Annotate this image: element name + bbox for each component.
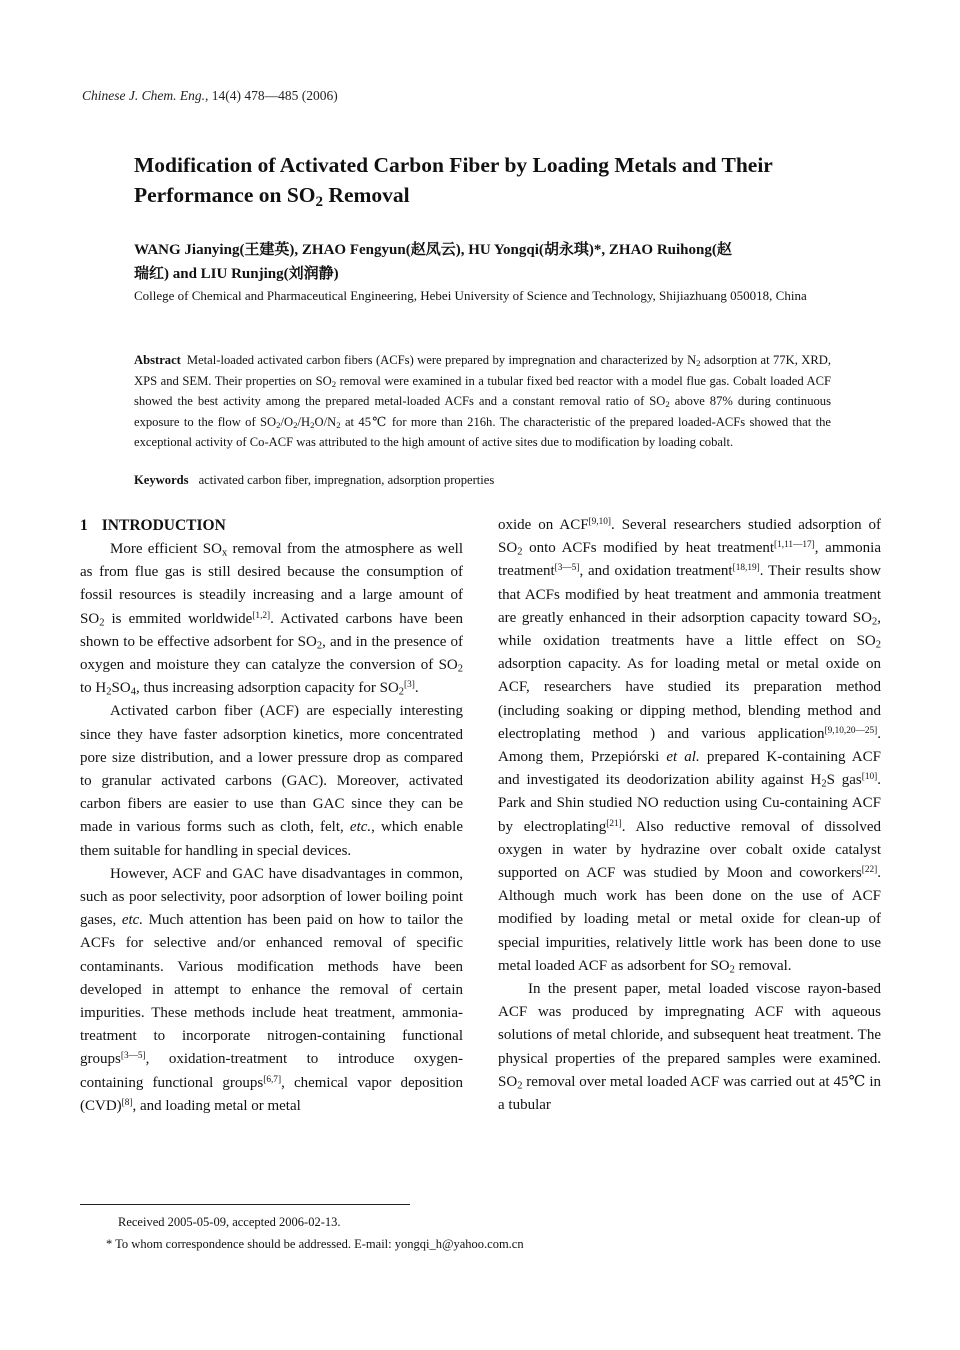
text-run: , and loading metal or metal bbox=[132, 1097, 301, 1114]
subscript: 2 bbox=[665, 399, 670, 410]
authors-line-2: 瑞红) and LIU Runjing(刘润静) bbox=[134, 266, 339, 282]
text-run: In the present paper, metal loaded viscose rayon-based ACF was produced by impregnating ACF with aqueous solutions of metal chloride, and subsequent heat treatment. The physical properties of the prepared samples were examined. SO bbox=[498, 981, 881, 1090]
authors-line-1: WANG Jianying(王建英), ZHAO Fengyun(赵凤云), HU Yongqi(胡永琪)*, ZHAO Ruihong(赵 bbox=[134, 242, 732, 258]
citation-ref: [8] bbox=[121, 1097, 133, 1108]
title-subscript: 2 bbox=[315, 193, 324, 210]
italic-text: etc. bbox=[349, 819, 372, 836]
citation-ref: [18,19] bbox=[732, 563, 760, 574]
abstract-text: Metal-loaded activated carbon fibers (ACFs) were prepared by impregnation and characterized by N bbox=[186, 353, 697, 367]
text-run: Much attention has been paid on how to tailor the ACFs for selective and/or enhanced removal of specific contaminants. Various modification methods have been developed in attempt to enhance the removal of certain impurities. These methods include heat treatment, ammonia-treatment to incorporate nitrogen-containing functional groups bbox=[80, 912, 463, 1068]
subscript: 2 bbox=[276, 419, 281, 430]
citation-ref: [22] bbox=[861, 864, 878, 875]
text-run: , thus increasing adsorption capacity for SO bbox=[135, 680, 399, 697]
citation-ref: [1,2] bbox=[252, 610, 271, 621]
paragraph bbox=[80, 863, 463, 1118]
subscript: 2 bbox=[106, 686, 112, 698]
italic-text: etc. bbox=[121, 912, 144, 929]
text-run: prepared K-containing ACF and investigated its deodorization ability against H bbox=[498, 749, 881, 789]
paragraph bbox=[498, 978, 881, 1117]
abstract-text: /O bbox=[280, 414, 294, 429]
subscript: 2 bbox=[696, 358, 701, 369]
subscript: 4 bbox=[130, 686, 136, 698]
left-column bbox=[80, 514, 463, 1118]
text-run: removal over metal loaded ACF was carried out at 45℃ in a tubular bbox=[498, 1073, 881, 1114]
abstract-text: at 45℃ for more than 216h. The characteristic of the prepared loaded-ACFs showed that the exceptional activity of Co-ACF was attributed to the high amount of active sites due to modification by loading cobalt. bbox=[134, 414, 831, 449]
subscript: 2 bbox=[398, 686, 405, 698]
text-run: adsorption capacity. As for loading metal or metal oxide on ACF, researchers have studied its preparation method (including soaking or dipping method, blending method and electroplating method ) and various application bbox=[498, 656, 881, 742]
citation-ref: [3—5] bbox=[120, 1051, 146, 1062]
paragraph bbox=[80, 700, 463, 862]
section-title: INTRODUCTION bbox=[101, 517, 226, 534]
text-run: More efficient SO bbox=[110, 541, 222, 557]
subscript: 2 bbox=[457, 663, 463, 675]
subscript: 2 bbox=[99, 617, 105, 629]
paragraph bbox=[498, 514, 881, 978]
subscript: 2 bbox=[316, 640, 323, 652]
citation-ref: [21] bbox=[606, 818, 622, 829]
citation-ref: [3—5] bbox=[554, 563, 580, 574]
abstract-text: removal were examined in a tubular fixed bed reactor with a model flue gas. Cobalt loaded ACF showed the best activity among the prepared metal-loaded ACFs and a constant removal ratio of SO bbox=[134, 373, 831, 408]
author-list bbox=[134, 238, 834, 286]
abstract-label: Abstract bbox=[134, 353, 181, 367]
text-run: Activated carbon fiber (ACF) are especially interesting since they have faster adsorption kinetics, more concentrated pore size distribution, and a lower pressure drop as compared to granular activated carbons (GAC). Moreover, activated carbon fibers are easier to use than GAC since they can be made in various forms such as cloth, felt, bbox=[80, 703, 463, 836]
keywords-text: activated carbon fiber, impregnation, adsorption properties bbox=[198, 473, 495, 487]
journal-name: Chinese J. Chem. Eng. bbox=[82, 88, 205, 103]
text-run: . Park and Shin studied NO reduction using Cu-containing ACF by electroplating bbox=[498, 772, 881, 835]
subscript: 2 bbox=[821, 778, 827, 790]
citation-ref: [10] bbox=[861, 772, 878, 783]
title-text: Performance on SO bbox=[134, 183, 316, 207]
text-run: , while oxidation treatments have a little effect on SO bbox=[498, 609, 881, 650]
subscript: 2 bbox=[872, 616, 878, 628]
text-run: . Also reductive removal of dissolved oxygen in water by hydrazine over cobalt oxide catalyst supported on ACF was studied by Moon and coworkers bbox=[498, 818, 882, 882]
volume-pages: , 14(4) 478—485 (2006) bbox=[204, 88, 338, 103]
subscript: 2 bbox=[336, 419, 341, 430]
paper-title bbox=[134, 150, 854, 210]
text-run: , oxidation-treatment to introduce oxygen-containing functional groups bbox=[80, 1051, 463, 1091]
title-line-2 bbox=[134, 180, 854, 210]
text-run: . Among them, Przepiórski bbox=[498, 725, 881, 766]
footnote-divider bbox=[80, 1204, 410, 1205]
abstract-text: /H bbox=[297, 414, 311, 429]
text-run: , and in the presence of oxygen and moisture they can catalyze the conversion of SO bbox=[80, 633, 463, 674]
right-column bbox=[498, 514, 881, 1117]
received-note: Received 2005-05-09, accepted 2006-02-13. bbox=[118, 1215, 341, 1229]
text-run: oxide on ACF bbox=[498, 517, 589, 533]
abstract bbox=[134, 350, 831, 453]
abstract-text: O/N bbox=[314, 414, 337, 429]
text-run: . Their results show that ACFs modified by heat treatment and ammonia treatment are greatly enhanced in their adsorption capacity toward SO bbox=[498, 563, 881, 626]
subscript: 2 bbox=[293, 419, 298, 430]
subscript: x bbox=[221, 547, 228, 559]
subscript: 2 bbox=[875, 639, 881, 651]
citation-ref: [3] bbox=[404, 680, 415, 691]
title-line-1: Modification of Activated Carbon Fiber by Loading Metals and Their bbox=[134, 153, 773, 177]
citation-ref: [9,10,20—25] bbox=[824, 725, 878, 736]
abstract-text: adsorption at 77K, XRD, XPS and SEM. Their properties on SO bbox=[134, 353, 831, 388]
section-heading bbox=[80, 514, 463, 538]
abstract-text: above 87% during continuous exposure to the flow of SO bbox=[134, 394, 831, 429]
text-run: . bbox=[414, 680, 419, 697]
citation-ref: [1,11—17] bbox=[774, 540, 815, 551]
section-number: 1 bbox=[80, 517, 88, 534]
italic-text: et al. bbox=[666, 749, 700, 766]
text-run: , chemical vapor deposition (CVD) bbox=[80, 1074, 463, 1114]
subscript: 2 bbox=[517, 1080, 523, 1092]
affiliation: College of Chemical and Pharmaceutical Engineering, Hebei University of Science and Technology, Shijiazhuang 050018, China bbox=[134, 288, 807, 303]
text-run: . Activated carbons have been shown to be effective adsorbent for SO bbox=[80, 610, 463, 650]
text-run: . Several researchers studied adsorption of SO bbox=[498, 517, 881, 557]
text-run: is emmited worldwide bbox=[104, 610, 253, 627]
text-run: to H bbox=[80, 680, 107, 697]
subscript: 2 bbox=[331, 378, 337, 389]
subscript: 2 bbox=[310, 419, 315, 430]
citation-ref: [9,10] bbox=[588, 516, 612, 527]
text-run: removal. bbox=[734, 957, 792, 974]
keywords-label: Keywords bbox=[134, 473, 189, 487]
title-text: Removal bbox=[323, 183, 410, 207]
text-run: , and oxidation treatment bbox=[579, 563, 733, 580]
paragraph bbox=[80, 538, 463, 700]
text-run: onto ACFs modified by heat treatment bbox=[522, 540, 775, 557]
text-run: , which enable them suitable for handling in special devices. bbox=[80, 819, 463, 859]
subscript: 2 bbox=[517, 546, 523, 558]
citation-ref: [6,7] bbox=[263, 1074, 282, 1085]
text-run: However, ACF and GAC have disadvantages in common, such as poor selectivity, poor adsorption of lower boiling point gases, bbox=[80, 865, 463, 929]
text-run: . Although much work has been done on the use of ACF modified by loading metal or metal oxide for clean-up of special impurities, relatively little work has been done to use metal loaded ACF as adsorbent for SO bbox=[498, 865, 881, 974]
subscript: 2 bbox=[729, 964, 735, 976]
correspondence-note: * To whom correspondence should be addressed. E-mail: yongqi_h@yahoo.com.cn bbox=[106, 1237, 524, 1251]
text-run: , ammonia treatment bbox=[498, 540, 881, 580]
text-run: SO bbox=[111, 680, 131, 697]
keywords bbox=[134, 470, 831, 490]
text-run: S gas bbox=[826, 772, 862, 789]
text-run: removal from the atmosphere as well as from flue gas is still desired because the consumption of fossil resources is steadily increasing and a large amount of SO bbox=[80, 541, 463, 627]
journal-citation bbox=[82, 88, 338, 104]
